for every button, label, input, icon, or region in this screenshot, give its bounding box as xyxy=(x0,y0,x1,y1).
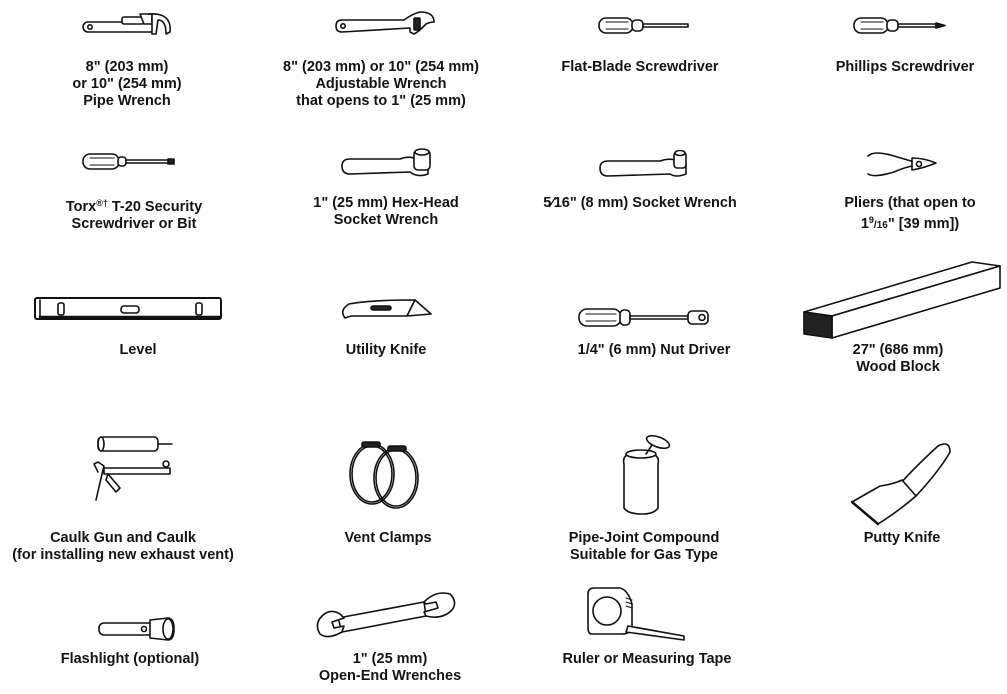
pipe-wrench-icon xyxy=(82,10,177,38)
label-line xyxy=(66,195,202,216)
label-line: Adjustable Wrench xyxy=(315,76,447,92)
label xyxy=(844,195,975,234)
label-line: Flat-Blade Screwdriver xyxy=(561,59,719,75)
trademark-mark: ®† xyxy=(96,198,108,208)
label-line: that opens to 1" (25 mm) xyxy=(296,93,466,109)
label-line: Open-End Wrenches xyxy=(318,668,462,684)
label-line: 27" (686 mm) xyxy=(852,342,944,358)
flashlight-icon xyxy=(98,616,176,642)
label-line: Utility Knife xyxy=(345,342,427,358)
wood-block-icon xyxy=(802,260,1002,340)
label-line: Screwdriver or Bit xyxy=(71,216,197,232)
label xyxy=(864,530,941,547)
label xyxy=(344,530,431,547)
measuring-tape-icon xyxy=(586,586,688,642)
label xyxy=(319,651,461,685)
level-icon xyxy=(34,296,224,321)
label-line: Vent Clamps xyxy=(344,530,432,546)
label-line: 5⁄16" (8 mm) Socket Wrench xyxy=(543,195,737,211)
label-line: 1" (25 mm) Hex-Head xyxy=(313,195,459,211)
label xyxy=(346,342,427,359)
label xyxy=(578,342,731,359)
adjustable-wrench-icon xyxy=(334,8,436,38)
label-line: 1/4" (6 mm) Nut Driver xyxy=(577,342,731,358)
torx-screwdriver-icon xyxy=(82,152,178,172)
label xyxy=(543,195,737,212)
flat-screwdriver-icon xyxy=(598,16,692,36)
label-line: Level xyxy=(119,342,157,358)
pliers-icon xyxy=(864,148,940,180)
caulk-gun-icon xyxy=(84,434,176,504)
label xyxy=(836,59,975,76)
phillips-screwdriver-icon xyxy=(853,16,947,36)
label-text: " [39 mm]) xyxy=(887,216,960,232)
utility-knife-icon xyxy=(339,296,433,324)
label xyxy=(313,195,458,229)
label xyxy=(563,651,732,668)
label-line: 8" (203 mm) or 10" (254 mm) xyxy=(283,59,479,75)
socket-wrench-icon xyxy=(338,146,436,180)
nut-driver-icon xyxy=(578,306,712,330)
label-line: Socket Wrench xyxy=(333,212,439,228)
fraction-numerator: 9 xyxy=(868,215,874,225)
socket-wrench-icon xyxy=(596,146,694,180)
vent-clamps-icon xyxy=(348,440,428,508)
label-line: Flashlight (optional) xyxy=(60,651,200,667)
label-text: Torx xyxy=(65,199,97,215)
label-line: Ruler or Measuring Tape xyxy=(562,651,732,667)
label-line: 8" (203 mm) xyxy=(85,59,169,75)
label xyxy=(72,59,181,110)
putty-knife-icon xyxy=(850,440,954,524)
label-line: (for installing new exhaust vent) xyxy=(12,547,234,563)
label xyxy=(569,530,720,564)
fraction-denominator: /16 xyxy=(873,220,888,231)
label-line: Suitable for Gas Type xyxy=(570,547,718,563)
label-line: 1" (25 mm) xyxy=(352,651,428,667)
label-line: Wood Block xyxy=(856,359,940,375)
label xyxy=(283,59,479,110)
label-text: 1 xyxy=(860,216,869,232)
label xyxy=(66,195,202,233)
label xyxy=(12,530,234,564)
open-end-wrench-icon xyxy=(314,588,456,642)
label-text: T-20 Security xyxy=(107,199,203,215)
label xyxy=(561,59,718,76)
label-line: or 10" (254 mm) xyxy=(72,76,182,92)
label-line xyxy=(844,212,975,234)
label-line: Putty Knife xyxy=(863,530,941,546)
label-line: Pliers (that open to xyxy=(844,195,976,211)
label-line: Caulk Gun and Caulk xyxy=(50,530,196,546)
label xyxy=(61,651,200,668)
label xyxy=(119,342,156,359)
label-line: Phillips Screwdriver xyxy=(835,59,975,75)
label-line: Pipe Wrench xyxy=(83,93,171,109)
label-line: Pipe-Joint Compound xyxy=(568,530,720,546)
label xyxy=(853,342,944,376)
compound-jar-icon xyxy=(618,434,674,516)
